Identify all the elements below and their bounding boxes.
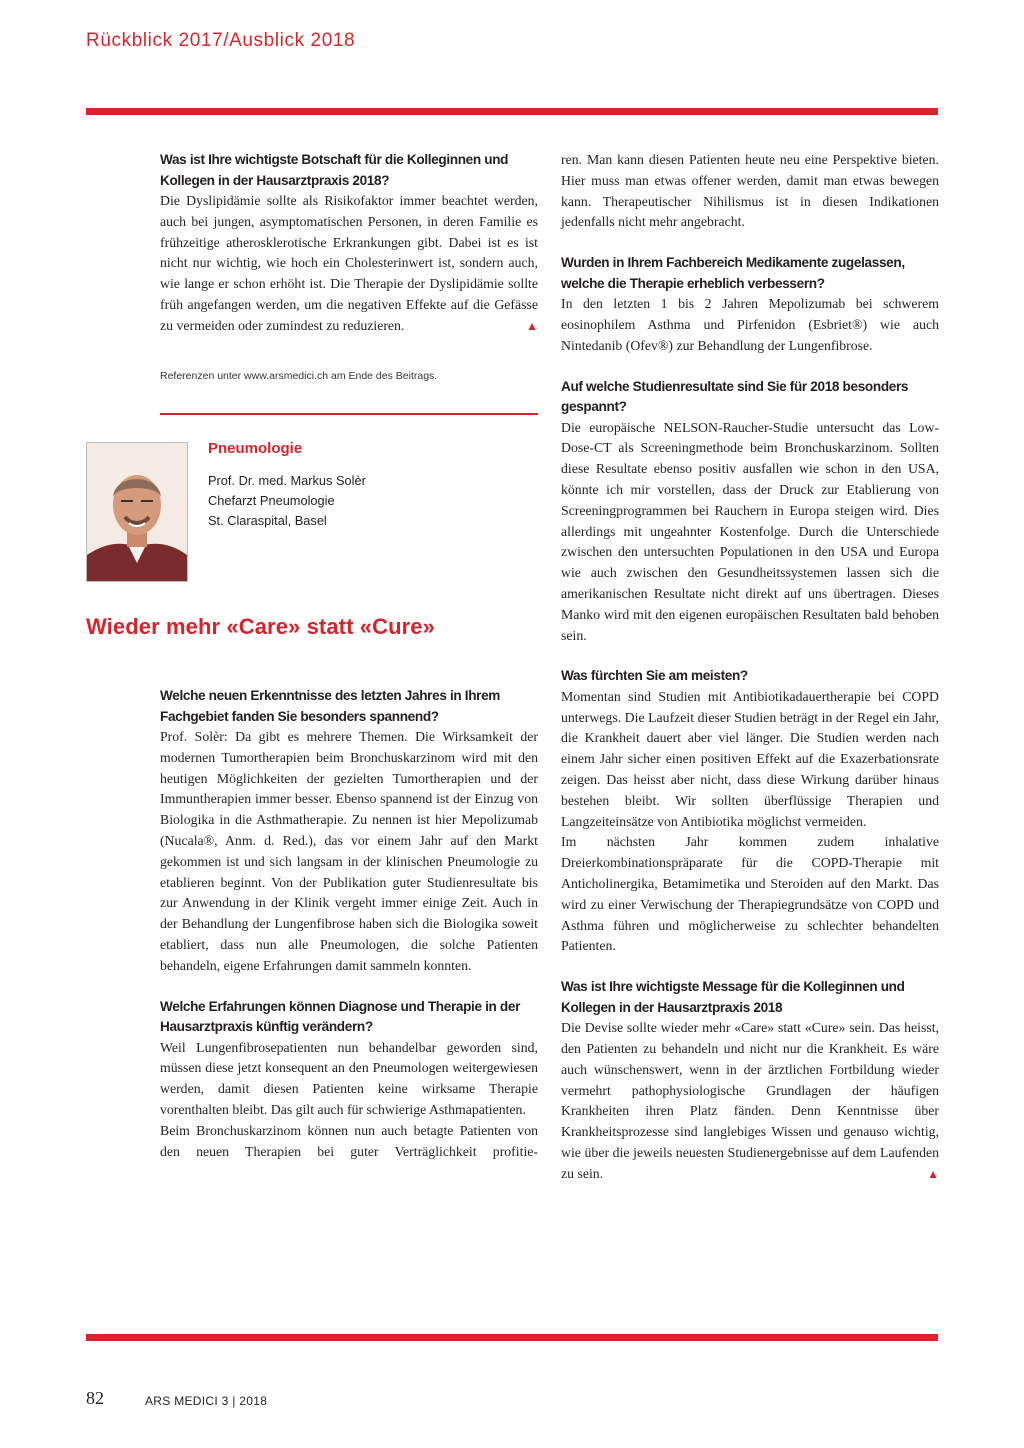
answer-paragraph: Die Devise sollte wieder mehr «Care» statt «Cure» sein. Das heisst, den Patienten zu behandeln und nicht nur die Krankheit. Es wäre auch wünschenswert, wenn in der ärztlichen Fortbildung wieder vermehrt pathophysiologische Grundlagen der häufigen Krankheiten ihren Platz fänden. Denn Kenntnisse über Krankheitsprozesse sind langlebiges Wissen und genauso wichtig, wie über die jeweils neuesten Studienergebnisse auf dem Laufenden zu sein. ▲: [561, 1018, 939, 1184]
answer-paragraph: Im nächsten Jahr kommen zudem inhalative Dreierkombinationspräparate für die COPD-Therapie mit Anticholinergika, Betamimetika und Steroiden auf den Markt. Das wird zu einer Verwischung der Therapiegrundsätze von COPD und Asthma führen und möglicherweise zu schlechter behandelten Patienten.: [561, 834, 939, 954]
author-institution: St. Claraspital, Basel: [208, 513, 327, 528]
left-column: [160, 686, 538, 1162]
question-heading: Was ist Ihre wichtigste Message für die Kolleginnen und Kollegen in der Hausarztpraxis 2018: [561, 979, 905, 1015]
section-divider: [160, 413, 538, 415]
intro-answer: Die Dyslipidämie sollte als Risikofaktor immer beachtet werden, auch bei jungen, asymptomatischen Personen, in deren Familie es frühzeitige atherosklerotische Erkrankungen gibt. Dabei ist es ist nicht nur wichtig, wie hoch ein Cholesterinwert ist, sondern auch, wie lange er schon erhöht ist. Die Therapie der Dyslipidämie sollte früh angefangen werden, um die negativen Effekte auf die Gefässe zu vermeiden oder zumindest zu reduzieren. ▲: [160, 191, 538, 337]
answer-paragraph: In den letzten 1 bis 2 Jahren Mepolizumab bei schwerem eosinophilem Asthma und Pirfenidon (Esbriet®) wie auch Nintedanib (Ofev®) zur Behandlung der Lungenfibrose.: [561, 296, 939, 353]
answer-paragraph: ren. Man kann diesen Patienten heute neu eine Perspektive bieten. Hier muss man etwas offener werden, damit man etwas bewegen kann. Therapeutischer Nihilismus ist in diesen Indikationen jedenfalls nicht mehr angebracht.: [561, 152, 939, 230]
question-heading: Wurden in Ihrem Fachbereich Medikamente zugelassen, welche die Therapie erheblich verbessern?: [561, 255, 905, 291]
answer-paragraph: Beim Bronchuskarzinom können nun auch betagte Patienten von den neuen Therapien bei guter Verträglichkeit profitie-: [160, 1122, 538, 1159]
top-divider: [86, 108, 938, 115]
question-heading: Welche Erfahrungen können Diagnose und Therapie in der Hausarztpraxis künftig verändern?: [160, 998, 521, 1035]
intro-block: [160, 150, 538, 337]
author-name: Prof. Dr. med. Markus Solèr: [208, 473, 366, 488]
question-heading: Was fürchten Sie am meisten?: [561, 668, 748, 684]
bottom-divider: [86, 1334, 938, 1341]
publication-info: ARS MEDICI 3 | 2018: [145, 1394, 268, 1408]
question-heading: Welche neuen Erkenntnisse des letzten Jahres in Ihrem Fachgebiet fanden Sie besonders spannend?: [160, 688, 501, 724]
answer-paragraph: Momentan sind Studien mit Antibiotikadauertherapie bei COPD unterwegs. Die Laufzeit dieser Studien beträgt in der Regel ein Jahr, die Krankheit dauert aber viel länger. Die Studien werden nach einem Jahr sicher einen positiven Effekt auf die Exazerbationsrate zeigen. Das heisst aber nicht, dass diese Wirkung darüber hinaus bestehen bleibt. Wir sollten überflüssige Therapien und Langzeiteinsätze von Antibiotika möglichst vermeiden.: [561, 688, 939, 829]
question-heading: Auf welche Studienresultate sind Sie für 2018 besonders gespannt?: [561, 378, 909, 415]
end-triangle-icon: ▲: [526, 318, 538, 333]
references-note: Referenzen unter www.arsmedici.ch am Ende des Beitrags.: [160, 370, 438, 382]
author-bio: [208, 440, 528, 531]
end-triangle-icon: ▲: [927, 1166, 939, 1181]
section-label: Pneumologie: [208, 440, 303, 457]
portrait-icon: [87, 443, 187, 581]
answer-paragraph: Die europäische NELSON-Raucher-Studie untersucht das Low-Dose-CT als Screeningmethode beim Bronchuskarzinom. Sollten diese Resultate ebenso positiv ausfallen wie schon in den USA, könnte ich mir vorstellen, dass der Druck zur Etablierung von Screeningprogrammen bei Rauchern in Europa steigen wird. Dies allerdings mit ungeahnter Kostenfolge. Durch die Unterschiede zwischen den untersuchten Populationen in den USA und Europa wie auch zwischen den Gesundheitssystemen lassen sich die amerikanischen Resultate nicht direkt auf uns übertragen. Dieses Manko wird mit den eigenen europäischen Resultaten bald behoben sein.: [561, 419, 939, 643]
right-column: [561, 150, 939, 1185]
portrait-photo: [86, 442, 188, 582]
answer-paragraph: Weil Lungenfibrosepatienten nun behandelbar geworden sind, müssen diese jetzt konsequent an den Pneumologen weitergewiesen werden, damit diesen Patienten keine wirksame Therapie vorenthalten bleibt. Das gilt auch für schwierige Asthmapatienten.: [160, 1039, 538, 1117]
intro-question: Was ist Ihre wichtigste Botschaft für die Kolleginnen und Kollegen in der Hausarztpraxis 2018?: [160, 152, 509, 188]
article-headline: Wieder mehr «Care» statt «Cure»: [86, 614, 435, 639]
answer-paragraph: Prof. Solèr: Da gibt es mehrere Themen. Die Wirksamkeit der modernen Tumortherapien beim Bronchuskarzinom wird mit den heutigen Möglichkeiten der gezielten Tumortherapien und der Immuntherapien immer besser. Ebenso spannend ist der Einzug von Biologika in die Asthmatherapie. Zu nennen ist hier Mepolizumab (Nucala®, Anm. d. Red.), das vor einem Jahr auf den Markt gekommen ist und sich langsam in der klinischen Pneumologie zu etablieren beginnt. Von der Publikation guter Studienresultate bis zur Anwendung in der Klinik vergeht immer einige Zeit. Auch in der Behandlung der Lungenfibrose haben sich die Biologika soweit etabliert, dass nun alle Pneumologen, die solche Patienten behandeln, eigene Erfahrungen damit sammeln konnten.: [160, 729, 538, 973]
running-header: Rückblick 2017/Ausblick 2018: [86, 30, 356, 51]
author-role: Chefarzt Pneumologie: [208, 493, 335, 508]
page-number: 82: [86, 1388, 104, 1408]
